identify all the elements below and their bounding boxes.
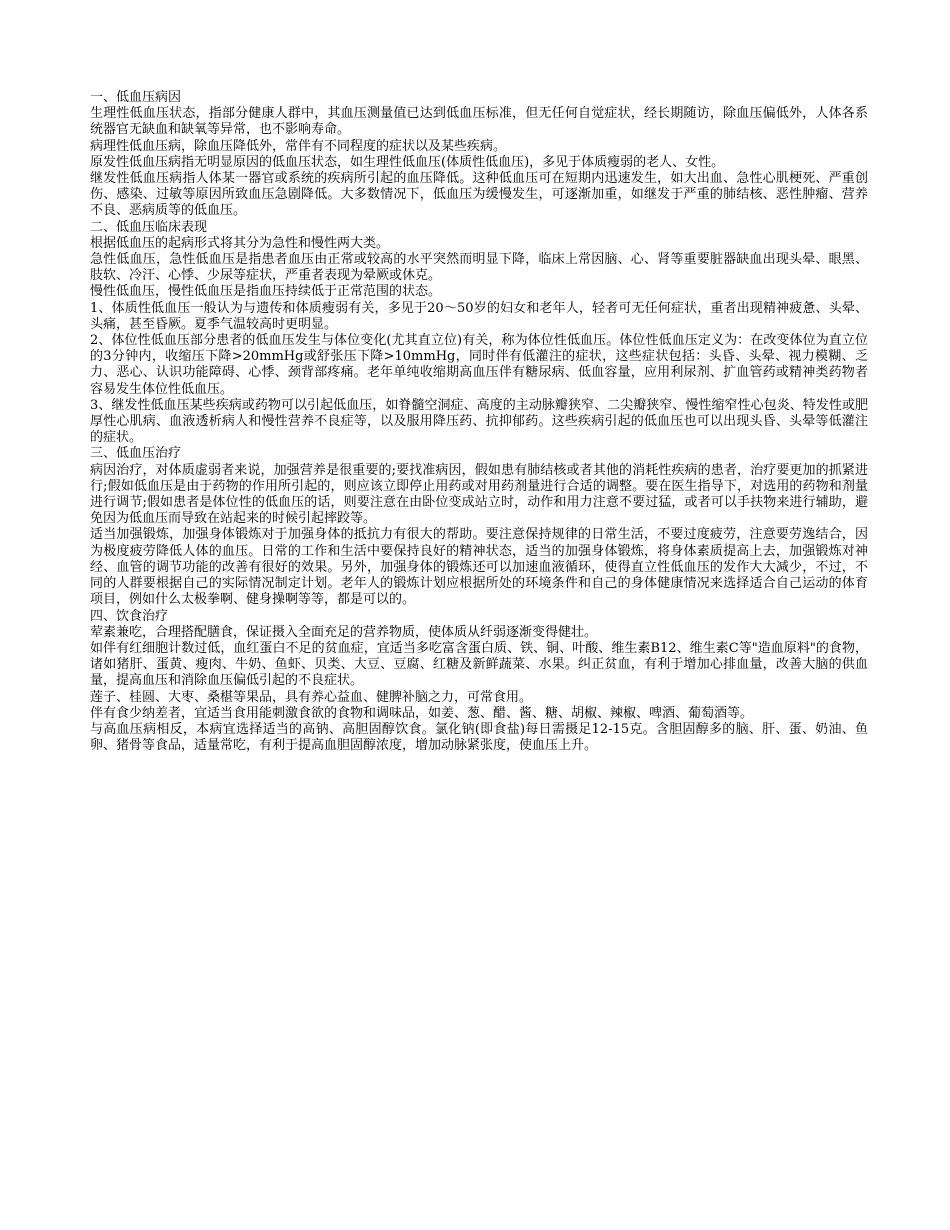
paragraph: 慢性低血压，慢性低血压是指血压持续低于正常范围的状态。: [90, 284, 442, 300]
paragraph: 与高血压病相反，本病宜选择适当的高钠、高胆固醇饮食。氯化钠(即食盐)每日需摄足12-15克。含胆固醇多的脑、肝、蛋、奶油、鱼卵、猪骨等食品，适量常吃，有利于提高血胆固醇浓度，增加动脉紧张度，使血压上升。: [90, 721, 868, 754]
paragraph: 适当加强锻炼，加强身体锻炼对于加强身体的抵抗力有很大的帮助。要注意保持规律的日常生活，不要过度疲劳，注意要劳逸结合，因为极度疲劳降低人体的血压。日常的工作和生活中要保持良好的精神状态，适当的加强身体锻炼，将身体素质提高上去，加强锻炼对神经、血管的调节功能的改善有很好的效果。另外，加强身体的锻炼还可以加速血液循环，使得直立性低血压的发作大大减少，不过，不同的人群要根据自己的实际情况制定计划。老年人的锻炼计划应根据所处的环境条件和自己的身体健康情况来选择适合自己运动的体育项目，例如什么太极拳啊、健身操啊等等，都是可以的。: [90, 527, 868, 608]
paragraph: 如伴有红细胞计数过低，血红蛋白不足的贫血症，宜适当多吃富含蛋白质、铁、铜、叶酸、维生素B12、维生素C等"造血原料"的食物，诸如猪肝、蛋黄、瘦肉、牛奶、鱼虾、贝类、大豆、豆腐、红糖及新鲜蔬菜、水果。纠正贫血，有利于增加心排血量，改善大脑的供血量，提高血压和消除血压偏低引起的不良症状。: [90, 640, 868, 689]
section-heading: 二、低血压临床表现: [90, 219, 208, 235]
paragraph: 原发性低血压病指无明显原因的低血压状态，如生理性低血压(体质性低血压)，多见于体质瘦弱的老人、女性。: [90, 154, 725, 170]
paragraph: 病理性低血压病，除血压降低外，常伴有不同程度的症状以及某些疾病。: [90, 138, 507, 154]
paragraph: 荤素兼吃，合理搭配膳食，保证摄入全面充足的营养物质，使体质从纤弱逐渐变得健壮。: [90, 624, 598, 640]
paragraph: 伴有食少纳差者，宜适当食用能刺激食欲的食物和调味品，如姜、葱、醋、酱、糖、胡椒、辣椒、啤酒、葡萄酒等。: [90, 705, 754, 721]
paragraph: 2、体位性低血压部分患者的低血压发生与体位变化(尤其直立位)有关，称为体位性低血压。体位性低血压定义为：在改变体位为直立位的3分钟内，收缩压下降>20mmHg或舒张压下降>10mmHg，同时伴有低灌注的症状，这些症状包括：头昏、头晕、视力模糊、乏力、恶心、认识功能障碍、心悸、颈背部疼痛。老年单纯收缩期高血压伴有糖尿病、低血容量，应用利尿剂、扩血管药或精神类药物者容易发生体位性低血压。: [90, 333, 868, 397]
document-body: [90, 90, 868, 754]
section-heading: 四、饮食治疗: [90, 608, 169, 624]
paragraph: 3、继发性低血压某些疾病或药物可以引起低血压，如脊髓空洞症、高度的主动脉瓣狭窄、二尖瓣狭窄、慢性缩窄性心包炎、特发性或肥厚性心肌病、血液透析病人和慢性营养不良症等，以及服用降压药、抗抑郁药。这些疾病引起的低血压也可以出现头昏、头晕等低灌注的症状。: [90, 397, 868, 446]
paragraph: 病因治疗，对体质虚弱者来说，加强营养是很重要的;要找准病因，假如患有肺结核或者其他的消耗性疾病的患者，治疗要更加的抓紧进行;假如低血压是由于药物的作用所引起的，则应该立即停止用药或对用药剂量进行合适的调整。要在医生指导下，对选用的药物和剂量进行调节;假如患者是体位性的低血压的话，则要注意在由卧位变成站立时，动作和用力注意不要过猛，或者可以手扶物来进行辅助，避免因为低血压而导致在站起来的时候引起摔跤等。: [90, 462, 868, 527]
paragraph: 莲子、桂圆、大枣、桑椹等果品，具有养心益血、健脾补脑之力，可常食用。: [90, 689, 533, 705]
paragraph: 根据低血压的起病形式将其分为急性和慢性两大类。: [90, 235, 390, 251]
paragraph: 急性低血压，急性低血压是指患者血压由正常或较高的水平突然而明显下降，临床上常因脑、心、肾等重要脏器缺血出现头晕、眼黑、肢软、冷汗、心悸、少尿等症状，严重者表现为晕厥或休克。: [90, 252, 868, 284]
paragraph: 继发性低血压病指人体某一器官或系统的疾病所引起的血压降低。这种低血压可在短期内迅速发生，如大出血、急性心肌梗死、严重创伤、感染、过敏等原因所致血压急剧降低。大多数情况下，低血压为缓慢发生，可逐渐加重，如继发于严重的肺结核、恶性肿瘤、营养不良、恶病质等的低血压。: [90, 171, 868, 219]
paragraph: 1、体质性低血压一般认为与遗传和体质瘦弱有关，多见于20～50岁的妇女和老年人，轻者可无任何症状，重者出现精神疲惫、头晕、头痛，甚至昏厥。夏季气温较高时更明显。: [90, 300, 868, 332]
section-heading: 三、低血压治疗: [90, 446, 182, 462]
section-heading: 一、低血压病因: [90, 90, 182, 105]
paragraph: 生理性低血压状态，指部分健康人群中，其血压测量值已达到低血压标准，但无任何自觉症状，经长期随访，除血压偏低外，人体各系统器官无缺血和缺氧等异常，也不影响寿命。: [90, 106, 868, 138]
